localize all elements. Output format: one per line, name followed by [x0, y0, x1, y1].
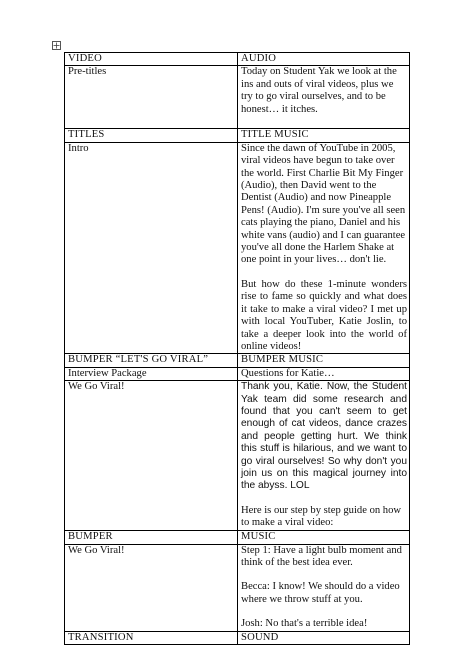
- script-table: [64, 52, 410, 645]
- table-row: [65, 381, 410, 531]
- audio-paragraph: Since the dawn of YouTube in 2005, viral videos have begun to take over the world. First Charlie Bit My Finger (Audio), then David went to the Dentist (Audio) and now Pineapple Pens! (Audio). I'm sure you've all seen cats playing the piano, Daniel and his white vans (audio) and I can guarantee you've all done the Harlem Shake at one point in your lives… don't lie.: [241, 142, 406, 266]
- audio-cell: [238, 142, 410, 354]
- video-header-cell: VIDEO: [65, 53, 238, 66]
- video-cell: Pre-titles: [65, 66, 238, 129]
- table-row: [65, 367, 410, 380]
- table-row: [65, 129, 410, 142]
- video-cell: TITLES: [65, 129, 238, 142]
- video-cell: TRANSITION: [65, 631, 238, 644]
- table-row: [65, 544, 410, 631]
- video-cell: We Go Viral!: [65, 381, 238, 531]
- table-row: [65, 631, 410, 644]
- audio-paragraph: But how do these 1-minute wonders rise to fame so quickly and what does it take to make a viral video? I met up with local YouTuber, Katie Joslin, to take a deeper look into the world of online videos!: [241, 278, 407, 352]
- audio-cell: [238, 544, 410, 631]
- audio-paragraph: Today on Student Yak we look at the ins and outs of viral videos, plus we try to go viral ourselves, and to be honest… it itches.: [241, 66, 397, 115]
- audio-paragraph: Josh: No that's a terrible idea!: [241, 618, 368, 630]
- video-cell: We Go Viral!: [65, 544, 238, 631]
- audio-cell: Questions for Katie…: [238, 367, 410, 380]
- audio-cell: MUSIC: [238, 531, 410, 544]
- table-row: [65, 53, 410, 66]
- audio-paragraph: Step 1: Have a light bulb moment and think of the best idea ever.: [241, 544, 402, 568]
- audio-cell: TITLE MUSIC: [238, 129, 410, 142]
- video-cell: BUMPER: [65, 531, 238, 544]
- audio-paragraph: Here is our step by step guide on how to make a viral video:: [241, 504, 402, 529]
- table-move-handle-icon[interactable]: [52, 41, 61, 50]
- table-row: [65, 354, 410, 367]
- audio-cell: [238, 381, 410, 531]
- table-row: [65, 142, 410, 354]
- table-row: [65, 531, 410, 544]
- audio-cell: BUMPER MUSIC: [238, 354, 410, 367]
- video-cell: Interview Package: [65, 367, 238, 380]
- audio-cell: SOUND: [238, 631, 410, 644]
- audio-header-cell: AUDIO: [238, 53, 410, 66]
- audio-paragraph: Becca: I know! We should do a video where we throw stuff at you.: [241, 581, 400, 605]
- audio-cell: [238, 66, 410, 129]
- video-cell: Intro: [65, 142, 238, 354]
- video-cell: BUMPER “LET'S GO VIRAL”: [65, 354, 238, 367]
- table-row: [65, 66, 410, 129]
- audio-paragraph: Thank you, Katie. Now, the Student Yak team did some research and found that you can't seem to get enough of cat videos, dance crazes and people getting hurt. We think this stuff is hilarious, and we want to go viral ourselves! So why don't you join us on this magical journey into the abyss. LOL: [241, 381, 407, 492]
